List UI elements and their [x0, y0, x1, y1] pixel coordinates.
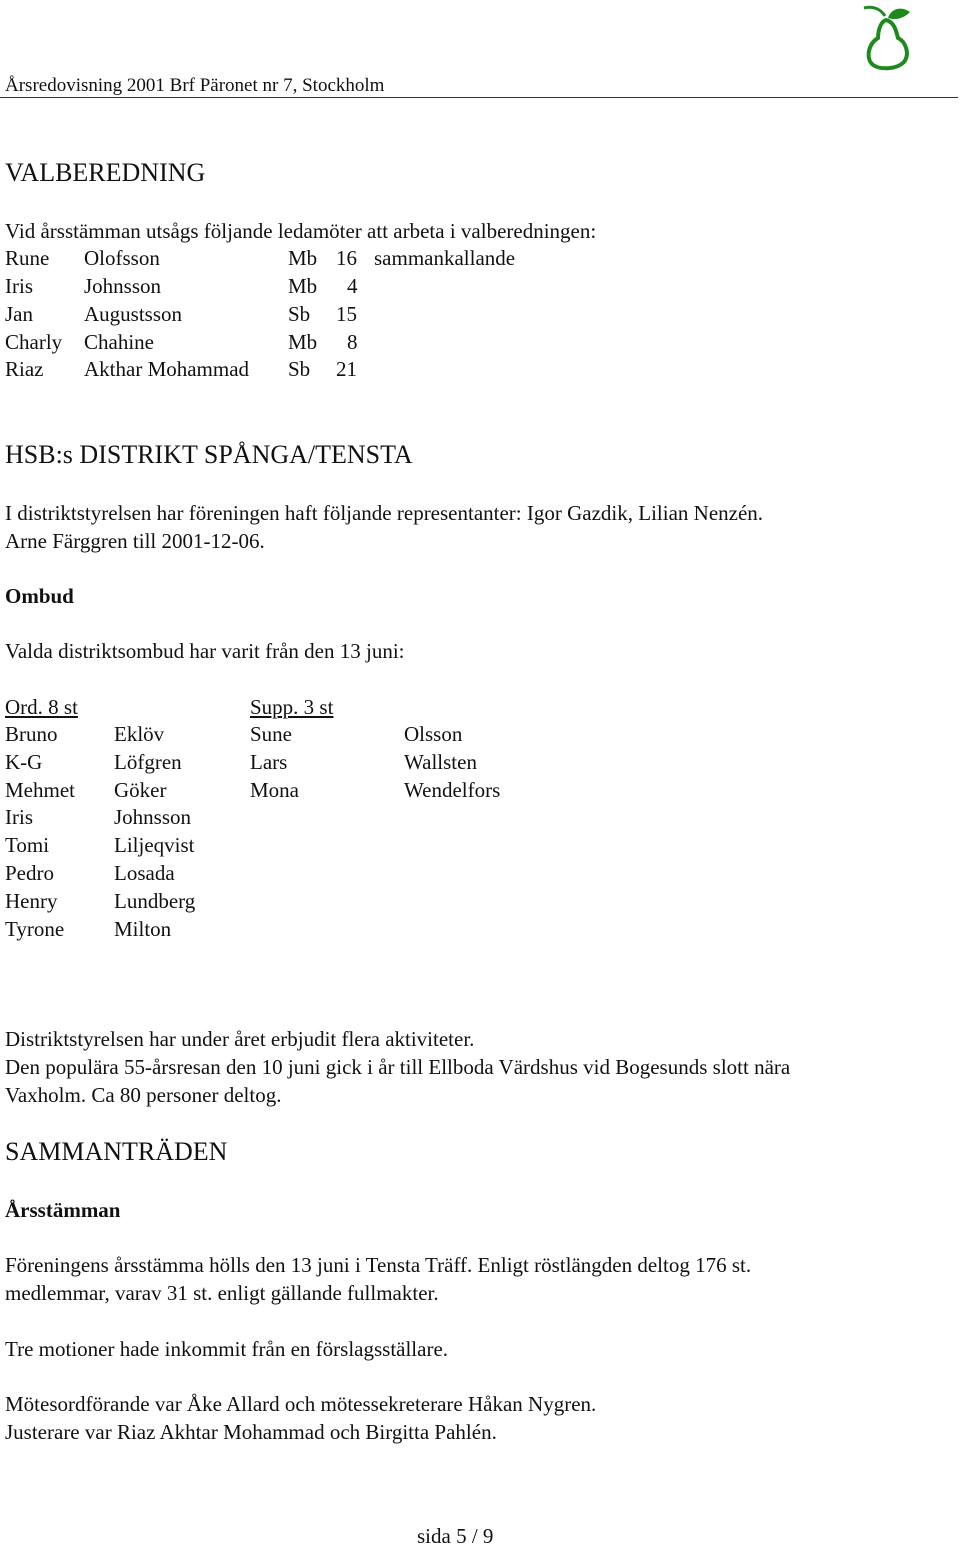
ord-last-name: Johnsson — [114, 805, 192, 829]
ord-last-name: Liljeqvist — [114, 833, 195, 857]
section-heading-valberedning: VALBEREDNING — [5, 158, 206, 187]
pear-logo-icon — [858, 2, 916, 72]
ombud-intro: Valda distriktsombud har varit från den 13 juni: — [5, 639, 405, 663]
paragraph-line: medlemmar, varav 31 st. enligt gällande fullmakter. — [5, 1281, 439, 1305]
member-last-name: Augustsson — [84, 302, 183, 326]
supp-last-name: Wendelfors — [404, 778, 501, 802]
paragraph-line: Mötesordförande var Åke Allard och mötessekreterare Håkan Nygren. — [5, 1392, 597, 1416]
section-heading-distrikt: HSB:s DISTRIKT SPÅNGA/TENSTA — [5, 440, 413, 469]
document-header-title: Årsredovisning 2001 Brf Päronet nr 7, Stockholm — [5, 75, 385, 96]
distrikt-text-line: Arne Färggren till 2001-12-06. — [5, 529, 265, 553]
ord-last-name: Göker — [114, 778, 167, 802]
member-number: 8 — [347, 330, 358, 354]
member-first-name: Riaz — [5, 357, 44, 381]
ord-last-name: Eklöv — [114, 722, 165, 746]
member-last-name: Chahine — [84, 330, 154, 354]
header-divider — [0, 97, 958, 98]
activity-text-line: Distriktstyrelsen har under året erbjudit flera aktiviteter. — [5, 1027, 475, 1051]
member-house: Mb — [288, 274, 318, 298]
member-note: sammankallande — [374, 246, 516, 270]
ord-last-name: Lundberg — [114, 889, 196, 913]
ord-last-name: Losada — [114, 861, 175, 885]
ord-first-name: Henry — [5, 889, 58, 913]
ord-last-name: Milton — [114, 917, 172, 941]
member-number: 4 — [347, 274, 358, 298]
distrikt-text-line: I distriktstyrelsen har föreningen haft följande representanter: Igor Gazdik, Lilian Nenzén. — [5, 501, 764, 525]
member-last-name: Akthar Mohammad — [84, 357, 250, 381]
member-last-name: Olofsson — [84, 246, 160, 270]
paragraph-line: Justerare var Riaz Akhtar Mohammad och Birgitta Pahlén. — [5, 1420, 497, 1444]
supp-first-name: Sune — [250, 722, 292, 746]
member-house: Mb — [288, 330, 318, 354]
member-last-name: Johnsson — [84, 274, 162, 298]
member-first-name: Rune — [5, 246, 50, 270]
ord-first-name: Mehmet — [5, 778, 75, 802]
paragraph-line: Föreningens årsstämma hölls den 13 juni i Tensta Träff. Enligt röstlängden deltog 176 st. — [5, 1253, 752, 1277]
ord-first-name: Bruno — [5, 722, 58, 746]
supp-first-name: Lars — [250, 750, 288, 774]
activity-text-line: Vaxholm. Ca 80 personer deltog. — [5, 1083, 282, 1107]
member-house: Sb — [288, 357, 311, 381]
member-first-name: Iris — [5, 274, 33, 298]
member-house: Mb — [288, 246, 318, 270]
member-number: 16 — [336, 246, 357, 270]
arsstamman-heading: Årsstämman — [5, 1198, 121, 1222]
page-number: sida 5 / 9 — [417, 1524, 494, 1548]
ord-column-header: Ord. 8 st — [5, 695, 78, 719]
ord-first-name: K-G — [5, 750, 43, 774]
ord-first-name: Iris — [5, 805, 33, 829]
member-number: 21 — [336, 357, 357, 381]
ord-first-name: Tyrone — [5, 917, 65, 941]
supp-last-name: Wallsten — [404, 750, 477, 774]
ord-first-name: Tomi — [5, 833, 50, 857]
valberedning-intro: Vid årsstämman utsågs följande ledamöter att arbeta i valberedningen: — [5, 219, 597, 243]
supp-last-name: Olsson — [404, 722, 463, 746]
supp-first-name: Mona — [250, 778, 299, 802]
member-first-name: Charly — [5, 330, 63, 354]
section-heading-sammantraden: SAMMANTRÄDEN — [5, 1137, 228, 1166]
paragraph-line: Tre motioner hade inkommit från en förslagsställare. — [5, 1337, 449, 1361]
ord-last-name: Löfgren — [114, 750, 182, 774]
supp-column-header: Supp. 3 st — [250, 695, 334, 719]
activity-text-line: Den populära 55-årsresan den 10 juni gick i år till Ellboda Värdshus vid Bogesunds slott nära — [5, 1055, 791, 1079]
ord-first-name: Pedro — [5, 861, 54, 885]
member-number: 15 — [336, 302, 357, 326]
ombud-heading: Ombud — [5, 584, 74, 608]
member-first-name: Jan — [5, 302, 33, 326]
member-house: Sb — [288, 302, 311, 326]
